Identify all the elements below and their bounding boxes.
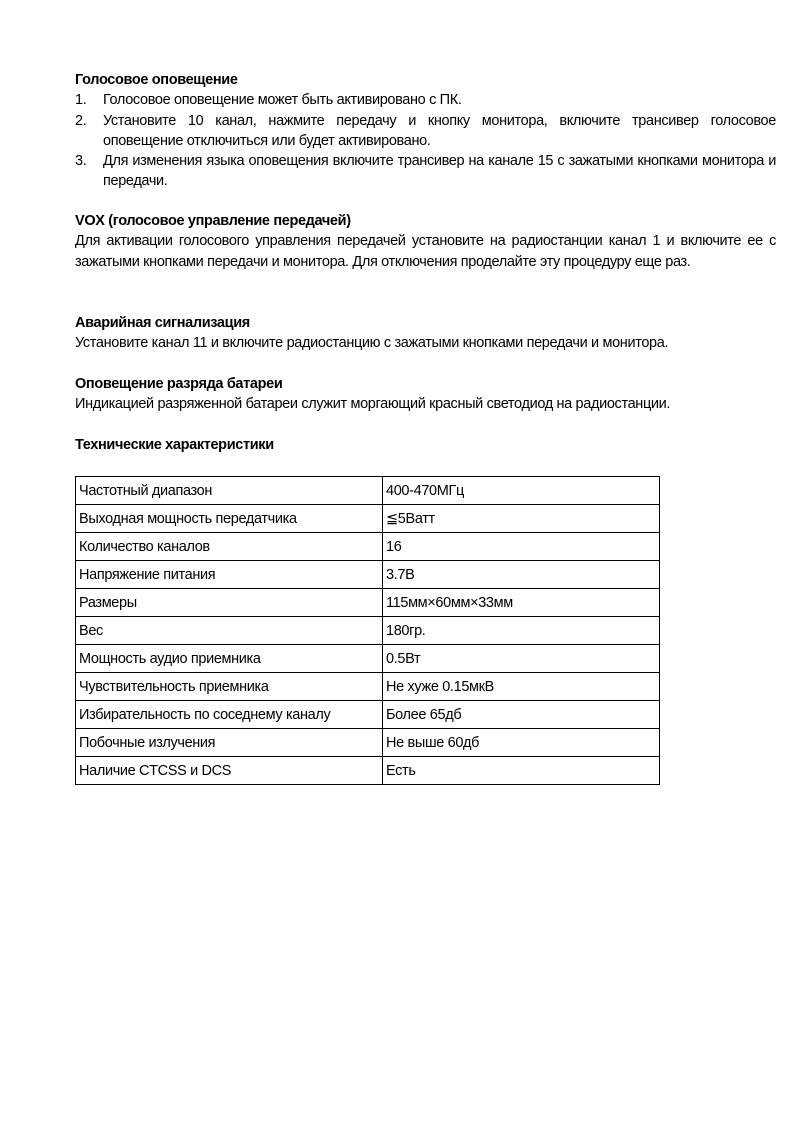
- list-text: Голосовое оповещение может быть активировано с ПК.: [103, 92, 462, 109]
- section-heading: Технические характеристики: [75, 437, 274, 453]
- spec-value: Есть: [383, 757, 660, 785]
- numbered-list: [75, 90, 776, 191]
- specs-table: [75, 476, 660, 785]
- spec-name: Вес: [76, 617, 383, 645]
- table-row: [76, 505, 660, 533]
- section-alarm: [75, 313, 776, 354]
- spec-value: 0.5Вт: [383, 645, 660, 673]
- section-heading: Аварийная сигнализация: [75, 315, 250, 331]
- spec-name: Побочные излучения: [76, 729, 383, 757]
- spec-value: Не выше 60дб: [383, 729, 660, 757]
- spec-name: Напряжение питания: [76, 561, 383, 589]
- table-row: [76, 701, 660, 729]
- table-row: [76, 757, 660, 785]
- table-row: [76, 645, 660, 673]
- table-row: [76, 729, 660, 757]
- list-number: 3.: [75, 153, 87, 170]
- list-item: [75, 111, 776, 152]
- spec-name: Размеры: [76, 589, 383, 617]
- paragraph: Для активации голосового управления передачей установите на радиостанции канал 1 и включите ее с зажатыми кнопками передачи и монитора. Для отключения проделайте эту процедуру еще раз.: [75, 233, 776, 270]
- list-number: 1.: [75, 92, 87, 109]
- list-number: 2.: [75, 112, 87, 129]
- spec-value: 115мм×60мм×33мм: [383, 589, 660, 617]
- section-specs: [75, 435, 776, 455]
- table-row: [76, 589, 660, 617]
- section-heading: VOX (голосовое управление передачей): [75, 213, 351, 229]
- table-row: [76, 617, 660, 645]
- section-heading: Голосовое оповещение: [75, 72, 238, 88]
- table-row: [76, 673, 660, 701]
- paragraph: Установите канал 11 и включите радиостанцию с зажатыми кнопками передачи и монитора.: [75, 335, 669, 352]
- list-text: Установите 10 канал, нажмите передачу и кнопку монитора, включите трансивер голосовое оповещение отключиться или будет активировано.: [103, 112, 776, 149]
- spec-value: Более 65дб: [383, 701, 660, 729]
- list-item: [75, 151, 776, 192]
- table-row: [76, 477, 660, 505]
- spec-value: 400-470МГц: [383, 477, 660, 505]
- paragraph: Индикацией разряженной батареи служит моргающий красный светодиод на радиостанции.: [75, 396, 671, 413]
- spec-name: Количество каналов: [76, 533, 383, 561]
- spec-name: Чувствительность приемника: [76, 673, 383, 701]
- spec-value: 3.7В: [383, 561, 660, 589]
- section-battery: [75, 374, 776, 415]
- spec-name: Избирательность по соседнему каналу: [76, 701, 383, 729]
- spec-name: Мощность аудио приемника: [76, 645, 383, 673]
- spec-name: Частотный диапазон: [76, 477, 383, 505]
- section-vox: [75, 211, 776, 272]
- spec-value: 16: [383, 533, 660, 561]
- spec-value: Не хуже 0.15мкВ: [383, 673, 660, 701]
- list-item: [75, 90, 776, 110]
- spec-name: Наличие CTCSS и DCS: [76, 757, 383, 785]
- section-voice-announcement: [75, 70, 776, 192]
- list-text: Для изменения языка оповещения включите трансивер на канале 15 с зажатыми кнопками монитора и передачи.: [103, 153, 776, 190]
- spec-value: 180гр.: [383, 617, 660, 645]
- section-heading: Оповещение разряда батареи: [75, 376, 283, 392]
- spec-value: ≦5Ватт: [383, 505, 660, 533]
- table-row: [76, 561, 660, 589]
- spec-name: Выходная мощность передатчика: [76, 505, 383, 533]
- table-row: [76, 533, 660, 561]
